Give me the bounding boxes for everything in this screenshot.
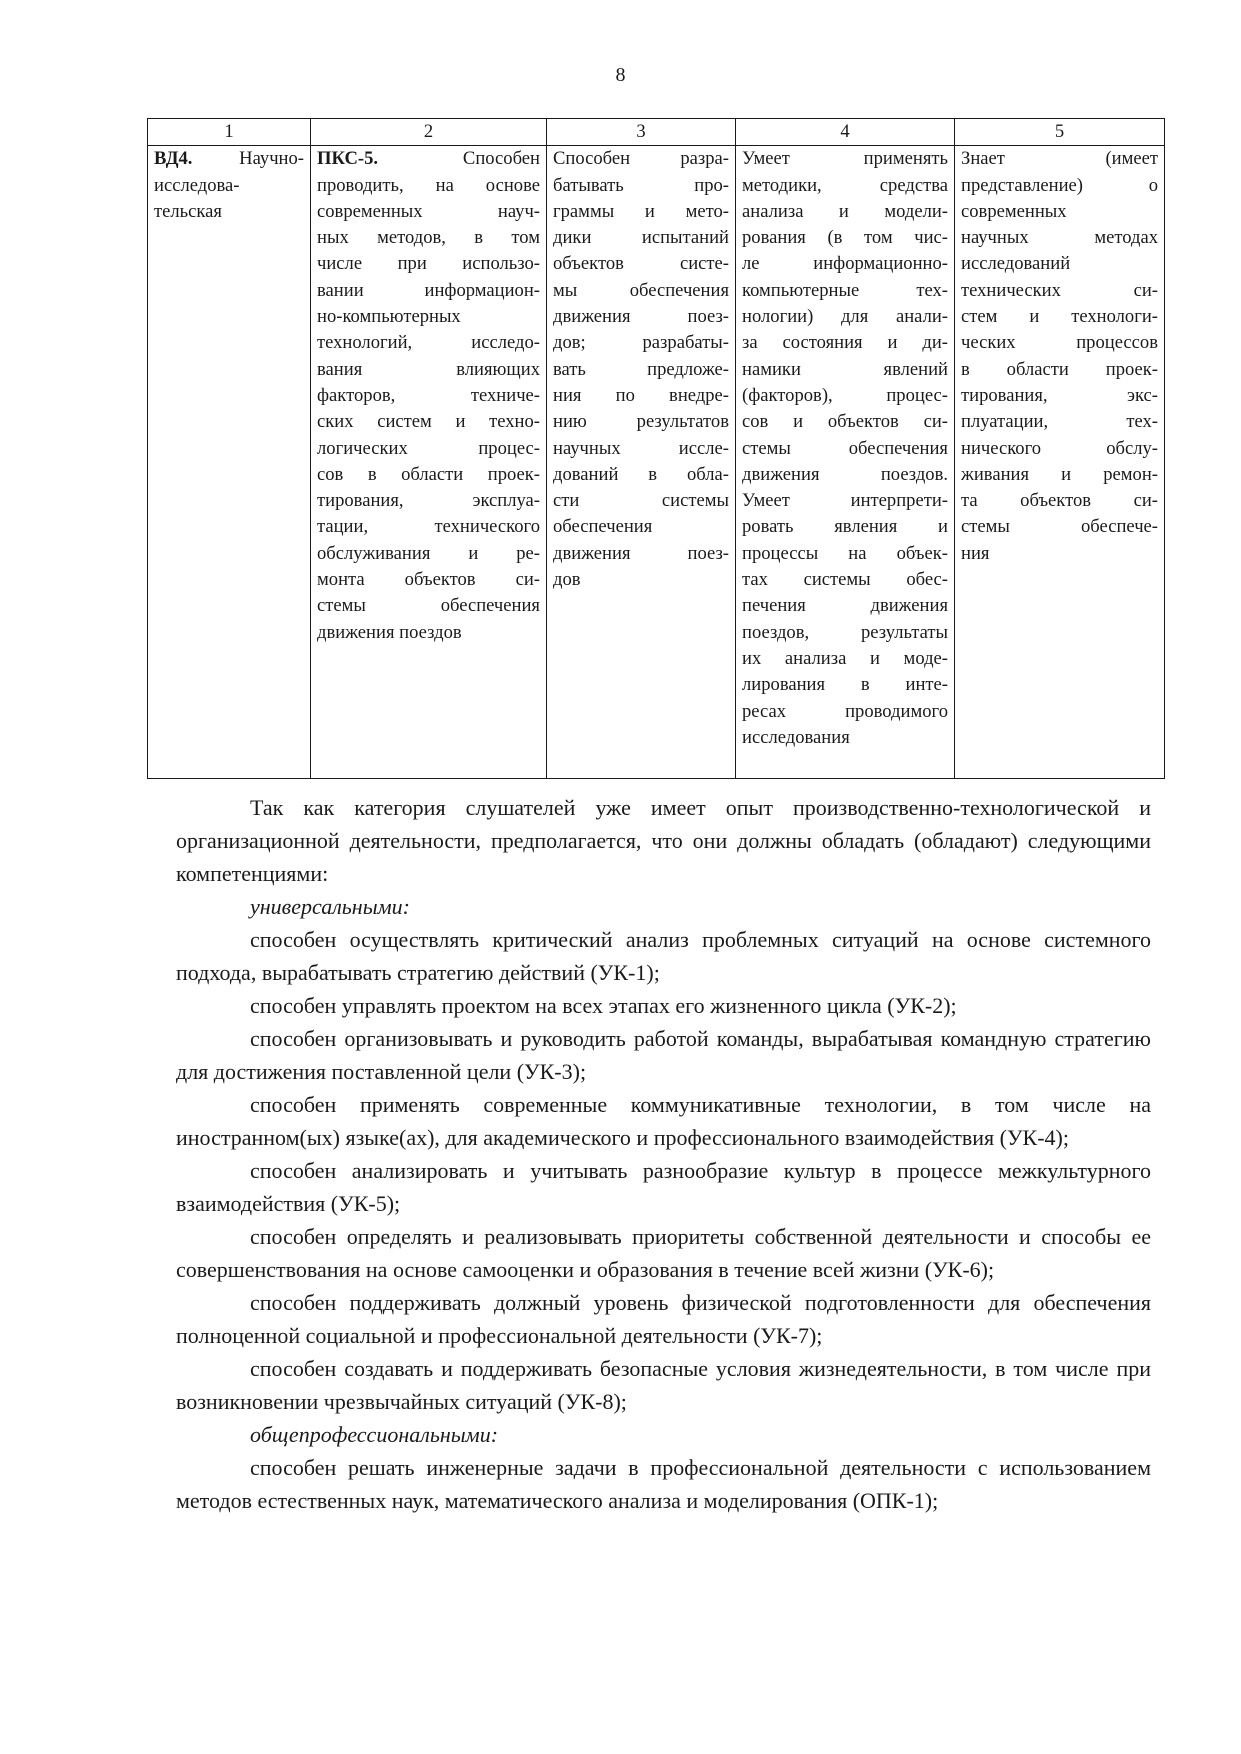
column-header-1: 1: [148, 119, 311, 146]
cell-line: вании информацион-: [317, 279, 540, 301]
cell-line: представление) о: [961, 174, 1158, 196]
competency-item: способен организовывать и руководить работой команды, вырабатывая командную стратегию для достижения поставленной цели (УК-3);: [176, 1026, 1151, 1084]
cell-line: плуатации, тех-: [961, 411, 1158, 433]
universal-list: [176, 923, 1151, 1418]
body-text: [176, 791, 1151, 1517]
cell-line: Способен разра-: [553, 148, 729, 170]
cell-line: ния по внедре-: [553, 384, 729, 406]
cell-line: компьютерные тех-: [742, 279, 948, 301]
cell-line: в области проек-: [961, 358, 1158, 380]
cell-line: ния: [961, 542, 990, 564]
competency-item: способен поддерживать должный уровень физической подготовленности для обеспечения полноценной социальной и профессиональной деятельности (УК-7);: [176, 1290, 1151, 1348]
cell-line: ских систем и техно-: [317, 411, 540, 433]
cell-line: движения поез-: [553, 542, 729, 564]
cell-line: обеспечения: [553, 516, 653, 538]
cell-line: печения движения: [742, 595, 948, 617]
cell-line: поездов, результаты: [742, 621, 948, 643]
cell-line: тельская: [154, 200, 222, 222]
cell-line: живания и ремон-: [961, 463, 1158, 485]
competency-item: способен применять современные коммуникативные технологии, в том числе на иностранном(ых) языке(ах), для академического и профессионального взаимодействия (УК-4);: [176, 1092, 1151, 1150]
cell-line: дований в обла-: [553, 463, 729, 485]
cell-line: дов; разрабаты-: [553, 332, 729, 354]
cell-line: исследования: [742, 726, 850, 748]
table-row: [148, 146, 1165, 779]
cell-line: научных методах: [961, 227, 1158, 249]
cell-line: сти системы: [553, 490, 729, 512]
competency-code: ПКС-5.: [317, 148, 379, 170]
cell-line: ресах проводимого: [742, 700, 948, 722]
cell-line: ПКС-5. Способен: [317, 148, 540, 170]
column-header-3: 3: [547, 119, 736, 146]
cell-line: технических си-: [961, 279, 1158, 301]
column-header-2: 2: [311, 119, 547, 146]
cell-line: ных методов, в том: [317, 227, 540, 249]
cell-line: проводить, на основе: [317, 174, 540, 196]
cell-line: исследова-: [154, 174, 240, 196]
cell-line: нического обслу-: [961, 437, 1158, 459]
competency-item: способен определять и реализовывать приоритеты собственной деятельности и способы ее совершенствования на основе самооценки и образования в течение всей жизни (УК-6);: [176, 1224, 1151, 1282]
cell-line: лирования в инте-: [742, 674, 948, 696]
page-number: 8: [615, 64, 626, 86]
cell-competency: [311, 146, 547, 779]
competency-code: ВД4.: [154, 148, 193, 170]
cell-line: монта объектов си-: [317, 569, 540, 591]
cell-line: мы обеспечения: [553, 279, 729, 301]
cell-line: движения поездов.: [742, 463, 948, 485]
cell-line: научных иссле-: [553, 437, 729, 459]
column-header-4: 4: [736, 119, 955, 146]
universal-heading: универсальными:: [250, 894, 410, 919]
cell-line: факторов, техниче-: [317, 384, 540, 406]
cell-line: рования (в том чис-: [742, 227, 948, 249]
cell-line: Знает (имеет: [961, 148, 1158, 170]
competency-item: способен осуществлять критический анализ проблемных ситуаций на основе системного подхода, вырабатывать стратегию действий (УК-1);: [176, 927, 1151, 985]
cell-activity-type: [148, 146, 311, 779]
cell-line: процессы на объек-: [742, 542, 948, 564]
cell-line: та объектов си-: [961, 490, 1158, 512]
cell-line: за состояния и ди-: [742, 332, 948, 354]
cell-line: (факторов), процес-: [742, 384, 948, 406]
cell-line: дов: [553, 569, 581, 591]
cell-line: их анализа и моде-: [742, 647, 948, 669]
competency-item: способен управлять проектом на всех этапах его жизненного цикла (УК-2);: [250, 993, 957, 1018]
cell-line: движения поез-: [553, 306, 729, 328]
cell-line: ВД4. Научно-: [154, 148, 304, 170]
cell-line: стемы обеспечения: [742, 437, 948, 459]
competency-item: способен решать инженерные задачи в профессиональной деятельности с использованием методов естественных наук, математического анализа и моделирования (ОПК-1);: [176, 1455, 1151, 1513]
cell-line: вать предложе-: [553, 358, 729, 380]
cell-line: намики явлений: [742, 358, 948, 380]
cell-line: ческих процессов: [961, 332, 1158, 354]
cell-line: ровать явления и: [742, 516, 948, 538]
cell-line: Умеет интерпрети-: [742, 490, 948, 512]
cell-line: методики, средства: [742, 174, 948, 196]
cell-line: тах системы обес-: [742, 569, 948, 591]
cell-line: вания влияющих: [317, 358, 540, 380]
cell-line: современных науч-: [317, 200, 540, 222]
cell-line: объектов систе-: [553, 253, 729, 275]
cell-skills-develop: [547, 146, 736, 779]
column-header-5: 5: [955, 119, 1165, 146]
cell-line: тирования, экс-: [961, 384, 1158, 406]
cell-line: исследований: [961, 253, 1071, 275]
cell-line: тирования, эксплуа-: [317, 490, 540, 512]
cell-line: стем и технологи-: [961, 306, 1158, 328]
table-header-row: [148, 119, 1165, 146]
cell-line: движения поездов: [317, 621, 462, 643]
cell-line: батывать про-: [553, 174, 729, 196]
cell-line: числе при использо-: [317, 253, 540, 275]
cell-line: Умеет применять: [742, 148, 948, 170]
intro-paragraph: Так как категория слушателей уже имеет опыт производственно-технологической и организационной деятельности, предполагается, что они должны обладать (обладают) следующими компетенциями:: [176, 795, 1151, 886]
cell-line: но-компьютерных: [317, 306, 461, 328]
competency-item: способен анализировать и учитывать разнообразие культур в процессе межкультурного взаимодействия (УК-5);: [176, 1158, 1151, 1216]
cell-line: сов и объектов си-: [742, 411, 948, 433]
cell-knowledge: [955, 146, 1165, 779]
general-professional-heading: общепрофессиональными:: [250, 1422, 499, 1447]
cell-line: нию результатов: [553, 411, 729, 433]
cell-line: обслуживания и ре-: [317, 542, 540, 564]
cell-line: логических процес-: [317, 437, 540, 459]
cell-line: дики испытаний: [553, 227, 729, 249]
cell-line: современных: [961, 200, 1067, 222]
cell-line: нологии) для анали-: [742, 306, 948, 328]
cell-line: ле информационно-: [742, 253, 948, 275]
cell-line: стемы обеспечения: [317, 595, 540, 617]
cell-line: сов в области проек-: [317, 463, 540, 485]
cell-line: анализа и модели-: [742, 200, 948, 222]
cell-line: технологий, исследо-: [317, 332, 540, 354]
general-professional-list: [176, 1451, 1151, 1517]
cell-line: граммы и мето-: [553, 200, 729, 222]
cell-skills-apply: [736, 146, 955, 779]
cell-line: стемы обеспече-: [961, 516, 1158, 538]
cell-line: тации, технического: [317, 516, 540, 538]
competency-table: [147, 118, 1165, 779]
competency-item: способен создавать и поддерживать безопасные условия жизнедеятельности, в том числе при возникновении чрезвычайных ситуаций (УК-8);: [176, 1356, 1151, 1414]
